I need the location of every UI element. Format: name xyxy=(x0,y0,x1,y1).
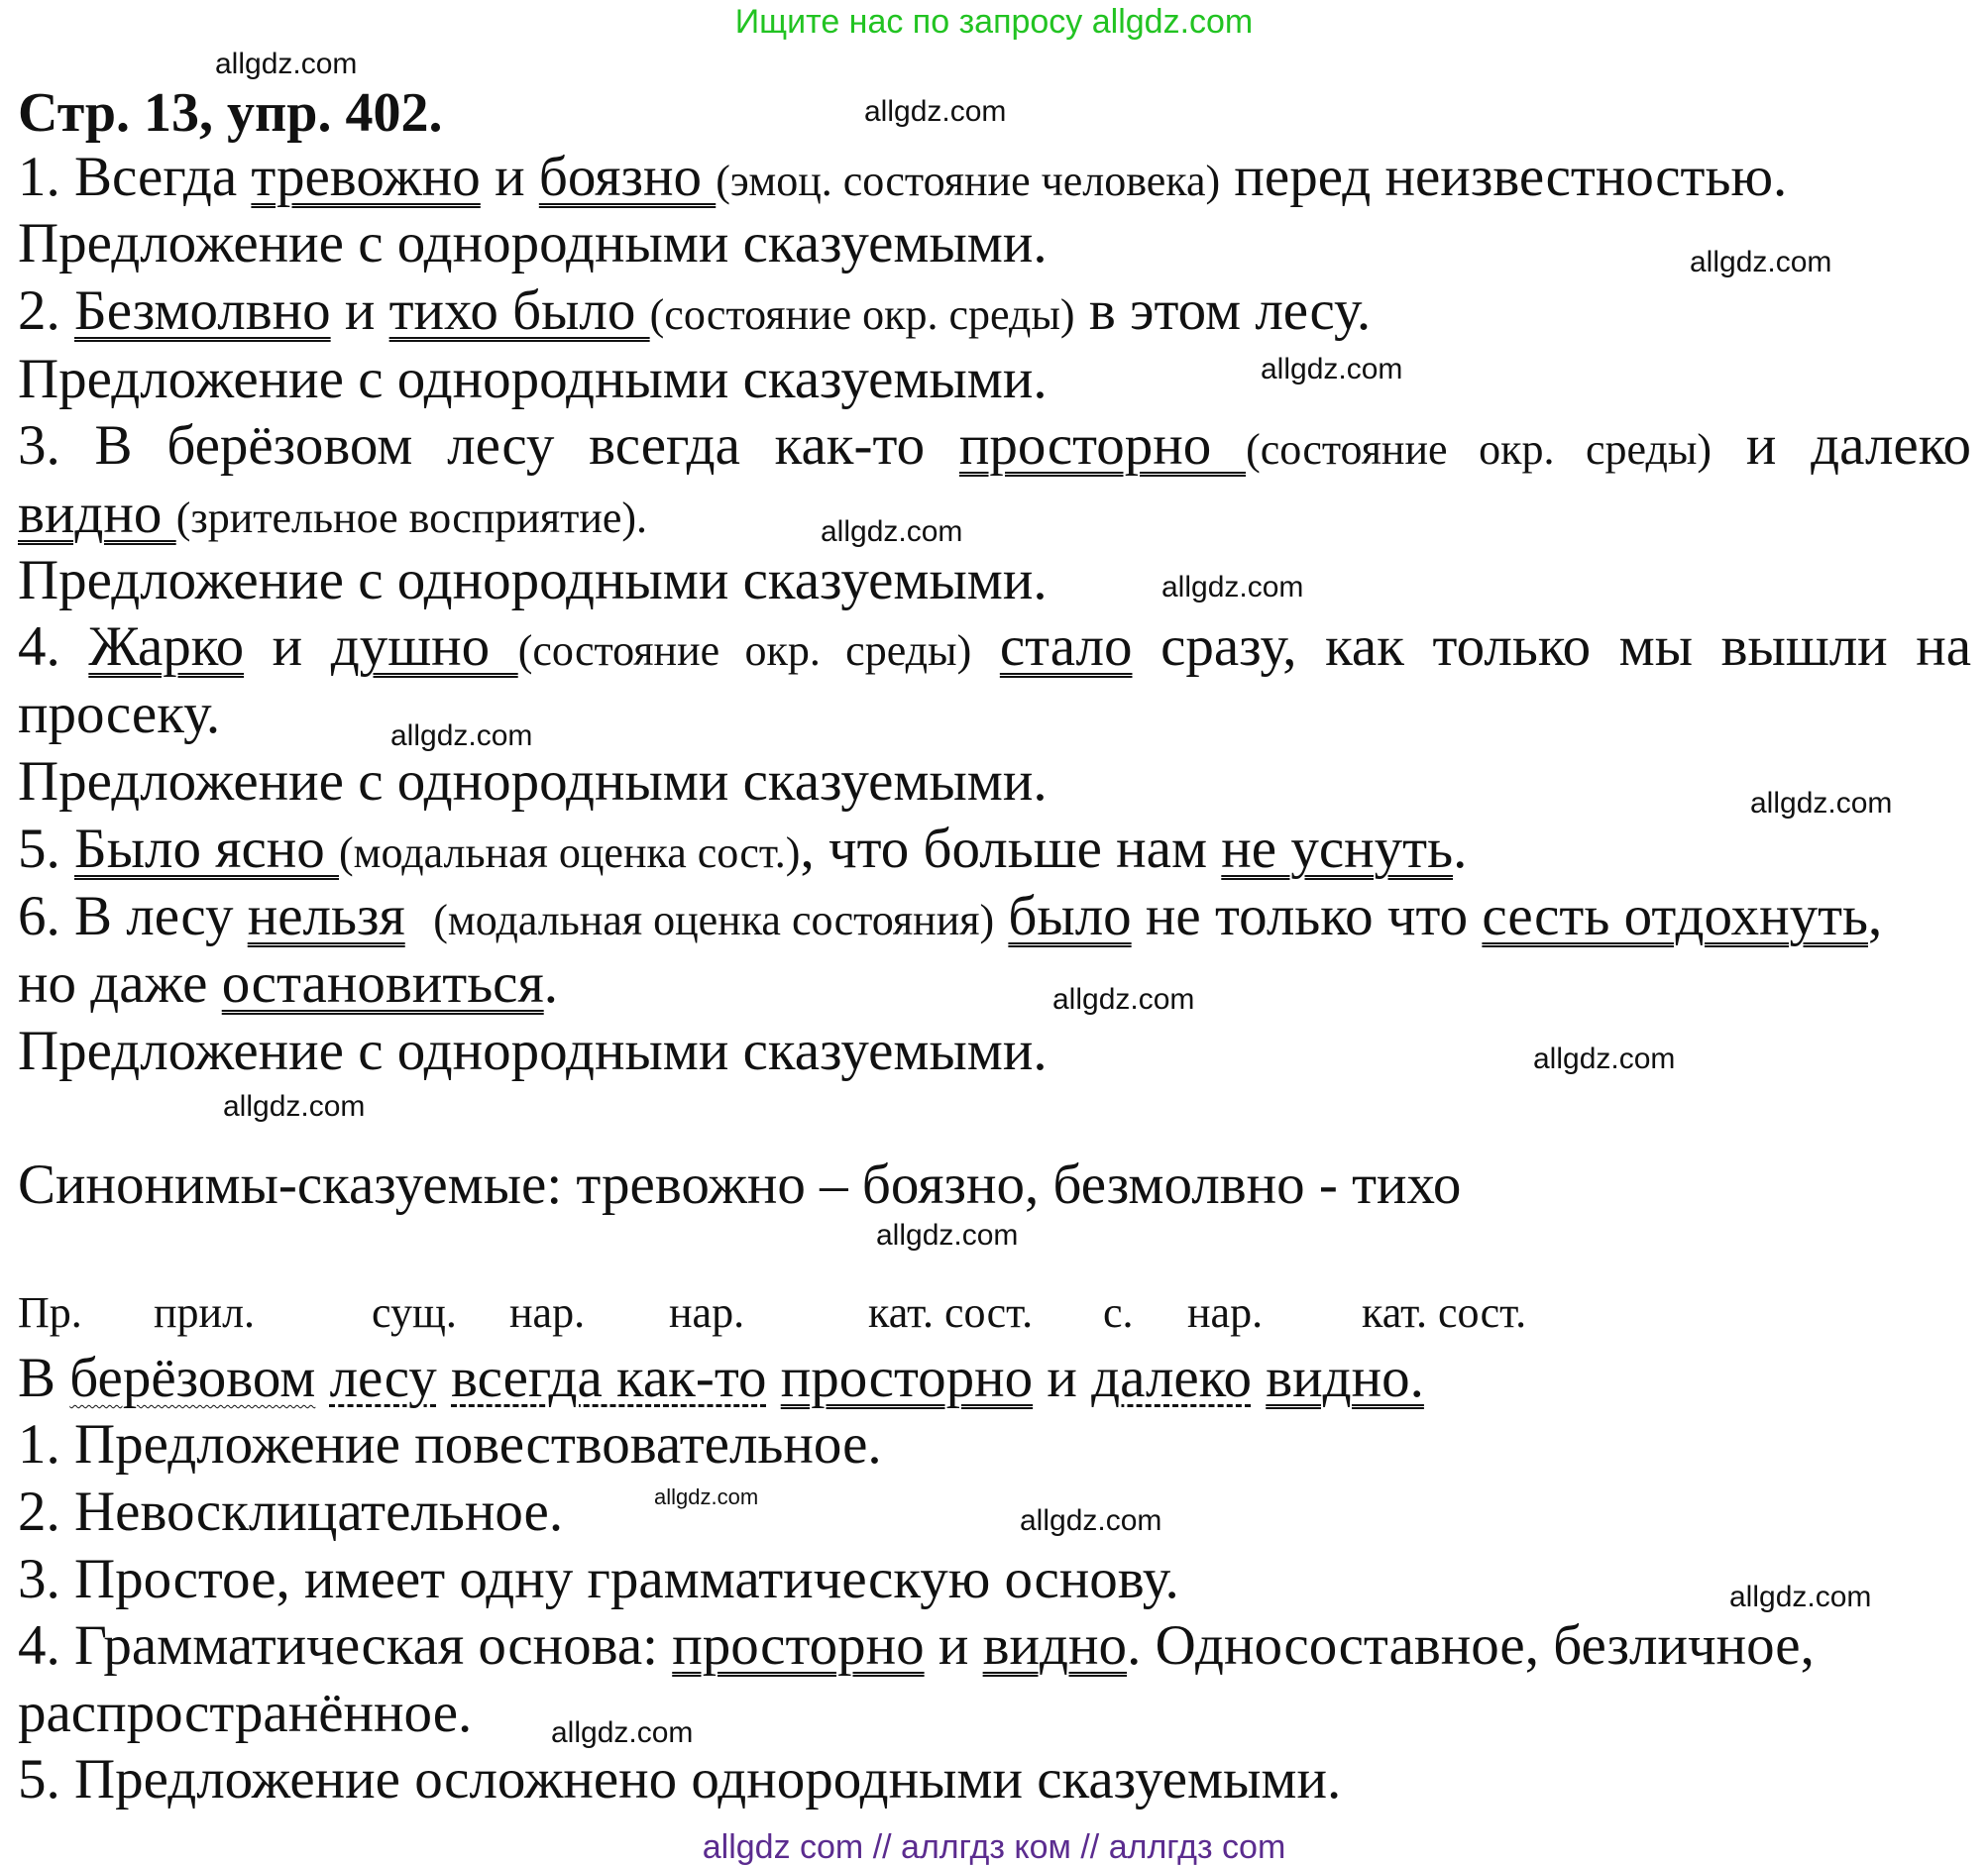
underlined-word: сесть отдохнуть xyxy=(1482,885,1868,947)
text-segment: 3. В берёзовом лесу всегда как-то xyxy=(18,414,959,477)
underlined-word: боязно xyxy=(538,146,717,208)
watermark-text: allgdz.com xyxy=(1161,571,1304,604)
underlined-word: видно xyxy=(982,1614,1128,1677)
underlined-word: лесу xyxy=(329,1347,437,1409)
text-segment: просеку. xyxy=(18,683,221,745)
underlined-word: просторно xyxy=(672,1614,925,1677)
text-segment: перед неизвестностью. xyxy=(1220,146,1788,208)
text-segment: 3. Простое, имеет одну грамматическую основу. xyxy=(18,1548,1179,1610)
underlined-word: стало xyxy=(999,615,1133,678)
text-line xyxy=(18,1682,473,1744)
watermark-text: allgdz.com xyxy=(1020,1504,1162,1537)
text-line xyxy=(18,279,1372,344)
text-segment: и xyxy=(480,146,539,208)
text-segment: не только что xyxy=(1131,885,1483,947)
text-segment xyxy=(315,1347,329,1409)
text-segment: , что больше нам xyxy=(800,818,1222,880)
underlined-word: просторно xyxy=(780,1347,1034,1409)
underlined-word: Жарко xyxy=(88,615,245,678)
part-of-speech-label: сущ. xyxy=(372,1288,457,1337)
text-segment xyxy=(1252,1347,1266,1409)
underlined-word: видно. xyxy=(1266,1347,1424,1409)
text-segment: 2. Невосклицательное. xyxy=(18,1481,564,1543)
text-segment: и xyxy=(1033,1347,1092,1409)
underlined-word: остановиться xyxy=(221,952,544,1015)
text-line xyxy=(18,146,1788,210)
text-segment: сразу, как только мы вышли на xyxy=(1132,615,1972,678)
text-segment xyxy=(766,1347,780,1409)
text-line xyxy=(18,750,1048,813)
underlined-word: не уснуть xyxy=(1221,818,1454,880)
part-of-speech-label: кат. сост. xyxy=(1362,1288,1527,1337)
text-segment xyxy=(405,885,434,947)
underlined-word: тихо было xyxy=(388,279,650,342)
watermark-text: allgdz.com xyxy=(821,515,963,548)
page-title: Стр. 13, упр. 402. xyxy=(18,82,443,144)
text-line xyxy=(18,818,1468,882)
text-segment: 4. xyxy=(18,615,89,678)
text-segment xyxy=(437,1347,451,1409)
text-segment: . Односоставное, безличное, xyxy=(1127,1614,1815,1677)
watermark-text: allgdz.com xyxy=(390,719,533,752)
watermark-text: allgdz.com xyxy=(215,48,358,80)
underlined-word: видно xyxy=(18,483,176,545)
text-line xyxy=(18,483,648,547)
text-segment: 4. Грамматическая основа: xyxy=(18,1614,673,1677)
text-segment: и xyxy=(330,279,389,342)
text-line xyxy=(18,414,1972,479)
text-segment: 6. В лесу xyxy=(18,885,248,947)
note-text: (состояние окр. среды) xyxy=(1246,425,1712,474)
part-of-speech-label: Пр. xyxy=(18,1288,82,1337)
watermark-text: allgdz.com xyxy=(1750,787,1893,820)
underlined-word: берёзовом xyxy=(69,1347,316,1409)
text-segment: В xyxy=(18,1347,70,1409)
text-line xyxy=(18,1020,1048,1082)
part-of-speech-label: кат. сост. xyxy=(868,1288,1034,1337)
watermark-text: allgdz.com xyxy=(876,1219,1019,1252)
part-of-speech-label: нар. xyxy=(509,1288,586,1337)
text-segment xyxy=(971,615,1000,678)
text-line xyxy=(18,683,221,745)
watermark-text: allgdz.com xyxy=(551,1716,694,1749)
text-segment: , xyxy=(1868,885,1883,947)
underlined-word: тревожно xyxy=(251,146,481,208)
text-line xyxy=(18,212,1048,274)
search-banner: Ищите нас по запросу allgdz.com xyxy=(734,3,1254,41)
underlined-word: нельзя xyxy=(247,885,405,947)
part-of-speech-label: прил. xyxy=(154,1288,256,1337)
footer-watermark: allgdz com // аллгдз ком // аллгдз com xyxy=(702,1828,1286,1866)
text-segment: 1. Всегда xyxy=(18,146,252,208)
text-segment: 1. Предложение повествовательное. xyxy=(18,1413,882,1476)
underlined-word: душно xyxy=(330,615,518,678)
underlined-word: далеко xyxy=(1091,1347,1252,1409)
text-segment: Предложение с однородными сказуемыми. xyxy=(18,348,1048,410)
text-segment: Синонимы-сказуемые: тревожно – боязно, безмолвно - тихо xyxy=(18,1153,1462,1216)
text-segment: Предложение с однородными сказуемыми. xyxy=(18,1020,1048,1082)
text-line xyxy=(18,952,558,1015)
text-line xyxy=(18,1614,1815,1677)
text-segment: распространённое. xyxy=(18,1682,473,1744)
text-segment: в этом лесу. xyxy=(1074,279,1372,342)
text-segment: 5. xyxy=(18,818,74,880)
underlined-word: просторно xyxy=(958,414,1247,477)
note-text: (состояние окр. среды) xyxy=(517,626,972,675)
watermark-text: allgdz.com xyxy=(864,95,1007,128)
text-line xyxy=(18,1483,563,1541)
watermark-text: allgdz.com xyxy=(1533,1043,1676,1075)
text-segment: 2. xyxy=(18,279,74,342)
text-line xyxy=(18,1548,1179,1610)
text-line xyxy=(18,1748,1342,1811)
text-segment: но даже xyxy=(18,952,222,1015)
watermark-text: allgdz.com xyxy=(1690,246,1832,278)
watermark-text: allgdz.com xyxy=(1261,353,1403,385)
note-text: (модальная оценка состояния) xyxy=(433,896,995,944)
watermark-text: allgdz.com xyxy=(654,1484,759,1509)
text-line xyxy=(18,1153,1462,1216)
text-segment xyxy=(994,885,1008,947)
underlined-word: было xyxy=(1008,885,1132,947)
watermark-text: allgdz.com xyxy=(1729,1581,1872,1613)
text-segment: . xyxy=(543,952,558,1015)
note-text: (модальная оценка сост.) xyxy=(339,828,801,877)
text-segment: и xyxy=(244,615,331,678)
text-segment: Предложение с однородными сказуемыми. xyxy=(18,549,1048,611)
part-of-speech-label: нар. xyxy=(1187,1288,1264,1337)
text-line xyxy=(18,1413,882,1476)
text-line xyxy=(18,348,1048,410)
underlined-word: всегда как-то xyxy=(451,1347,767,1409)
text-segment: 5. Предложение осложнено однородными сказуемыми. xyxy=(18,1748,1342,1811)
text-segment: . xyxy=(1453,818,1468,880)
text-line xyxy=(18,615,1972,680)
watermark-text: allgdz.com xyxy=(223,1090,366,1123)
note-text: (эмоц. состояние человека) xyxy=(716,157,1221,205)
part-of-speech-label: нар. xyxy=(669,1288,745,1337)
note-text: (состояние окр. среды) xyxy=(649,290,1075,339)
text-segment: и далеко xyxy=(1712,414,1972,477)
text-segment: Предложение с однородными сказуемыми. xyxy=(18,750,1048,813)
text-segment: Предложение с однородными сказуемыми. xyxy=(18,212,1048,274)
underlined-word: Было ясно xyxy=(74,818,339,880)
part-of-speech-label: с. xyxy=(1103,1288,1134,1337)
text-line xyxy=(18,1347,1424,1409)
underlined-word: Безмолвно xyxy=(74,279,331,342)
text-line xyxy=(18,885,1883,949)
watermark-text: allgdz.com xyxy=(1052,983,1195,1016)
text-line xyxy=(18,549,1048,611)
text-segment: и xyxy=(924,1614,983,1677)
note-text: (зрительное восприятие). xyxy=(175,494,648,542)
